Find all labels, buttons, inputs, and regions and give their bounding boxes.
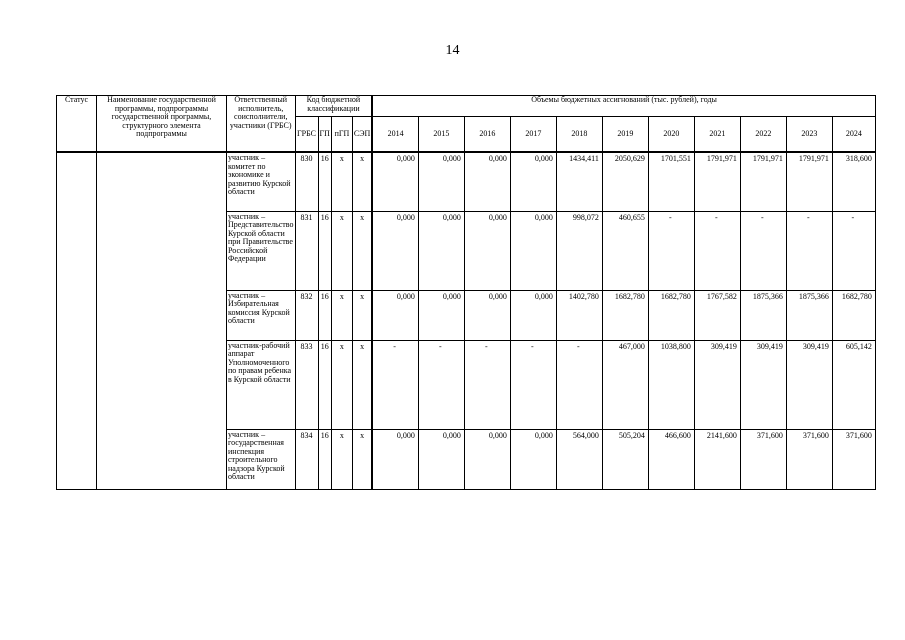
year-value-cell: 0,000 — [464, 429, 510, 489]
header-grbs: ГРБС — [295, 117, 318, 153]
year-value-cell: 309,419 — [786, 340, 832, 429]
year-value-cell: 2050,629 — [602, 152, 648, 211]
year-value-cell: 1682,780 — [832, 290, 875, 340]
executor-cell: участник-рабочий аппарат Уполномоченного по правам ребенка в Курской области — [227, 340, 296, 429]
status-cell — [57, 152, 97, 489]
sep-cell: х — [352, 340, 372, 429]
header-year: 2016 — [464, 117, 510, 153]
header-sep: СЭП — [352, 117, 372, 153]
header-name: Наименование государственной программы, подпрограммы государственной программы, структурного элемента подпрограммы — [97, 96, 227, 153]
year-value-cell: 0,000 — [510, 211, 556, 290]
gp-cell: 16 — [318, 152, 331, 211]
year-value-cell: - — [418, 340, 464, 429]
year-value-cell: 1791,971 — [694, 152, 740, 211]
year-value-cell: 1682,780 — [602, 290, 648, 340]
pgp-cell: х — [331, 290, 352, 340]
year-value-cell: 564,000 — [556, 429, 602, 489]
year-value-cell: - — [832, 211, 875, 290]
grbs-cell: 834 — [295, 429, 318, 489]
year-value-cell: 0,000 — [418, 152, 464, 211]
executor-cell: участник – Представительство Курской области при Правительстве Российской Федерации — [227, 211, 296, 290]
year-value-cell: - — [556, 340, 602, 429]
year-value-cell: 0,000 — [464, 290, 510, 340]
grbs-cell: 831 — [295, 211, 318, 290]
year-value-cell: 0,000 — [418, 429, 464, 489]
gp-cell: 16 — [318, 429, 331, 489]
executor-cell: участник – Избирательная комиссия Курской области — [227, 290, 296, 340]
year-value-cell: 1682,780 — [648, 290, 694, 340]
header-status: Статус — [57, 96, 97, 153]
pgp-cell: х — [331, 211, 352, 290]
year-value-cell: - — [740, 211, 786, 290]
header-year: 2021 — [694, 117, 740, 153]
year-value-cell: - — [510, 340, 556, 429]
year-value-cell: - — [786, 211, 832, 290]
header-executor: Ответственный исполнитель, соисполнители, участники (ГРБС) — [227, 96, 296, 153]
year-value-cell: 605,142 — [832, 340, 875, 429]
budget-allocation-table — [56, 95, 876, 490]
year-value-cell: 309,419 — [694, 340, 740, 429]
header-year: 2022 — [740, 117, 786, 153]
year-value-cell: 1038,800 — [648, 340, 694, 429]
gp-cell: 16 — [318, 340, 331, 429]
year-value-cell: 1791,971 — [740, 152, 786, 211]
year-value-cell: 1875,366 — [740, 290, 786, 340]
header-year: 2018 — [556, 117, 602, 153]
year-value-cell: 1434,411 — [556, 152, 602, 211]
pgp-cell: х — [331, 429, 352, 489]
grbs-cell: 832 — [295, 290, 318, 340]
year-value-cell: 371,600 — [740, 429, 786, 489]
year-value-cell: 0,000 — [372, 211, 418, 290]
executor-cell: участник – комитет по экономике и развитию Курской области — [227, 152, 296, 211]
year-value-cell: - — [372, 340, 418, 429]
year-value-cell: - — [464, 340, 510, 429]
grbs-cell: 833 — [295, 340, 318, 429]
year-value-cell: 1791,971 — [786, 152, 832, 211]
year-value-cell: 0,000 — [418, 290, 464, 340]
header-year: 2019 — [602, 117, 648, 153]
gp-cell: 16 — [318, 211, 331, 290]
header-year: 2015 — [418, 117, 464, 153]
page-number: 14 — [445, 43, 460, 58]
year-value-cell: 0,000 — [464, 152, 510, 211]
year-value-cell: 1767,582 — [694, 290, 740, 340]
year-value-cell: 1701,551 — [648, 152, 694, 211]
pgp-cell: х — [331, 152, 352, 211]
year-value-cell: 0,000 — [510, 429, 556, 489]
gp-cell: 16 — [318, 290, 331, 340]
year-value-cell: - — [694, 211, 740, 290]
table-row — [57, 152, 876, 211]
year-value-cell: 1402,780 — [556, 290, 602, 340]
year-value-cell: 0,000 — [510, 152, 556, 211]
year-value-cell: 2141,600 — [694, 429, 740, 489]
header-volumes-group: Объемы бюджетных ассигнований (тыс. рублей), годы — [372, 96, 875, 117]
header-year: 2024 — [832, 117, 875, 153]
header-year: 2014 — [372, 117, 418, 153]
year-value-cell: - — [648, 211, 694, 290]
year-value-cell: 0,000 — [510, 290, 556, 340]
header-year: 2020 — [648, 117, 694, 153]
header-year: 2017 — [510, 117, 556, 153]
year-value-cell: 466,600 — [648, 429, 694, 489]
year-value-cell: 0,000 — [464, 211, 510, 290]
year-value-cell: 318,600 — [832, 152, 875, 211]
year-value-cell: 371,600 — [786, 429, 832, 489]
grbs-cell: 830 — [295, 152, 318, 211]
program-name-cell — [97, 152, 227, 489]
year-value-cell: 371,600 — [832, 429, 875, 489]
year-value-cell: 505,204 — [602, 429, 648, 489]
pgp-cell: х — [331, 340, 352, 429]
executor-cell: участник – государственная инспекция строительного надзора Курской области — [227, 429, 296, 489]
header-pgp: пГП — [331, 117, 352, 153]
year-value-cell: 1875,366 — [786, 290, 832, 340]
year-value-cell: 0,000 — [372, 290, 418, 340]
sep-cell: х — [352, 290, 372, 340]
sep-cell: х — [352, 152, 372, 211]
header-gp: ГП — [318, 117, 331, 153]
year-value-cell: 0,000 — [372, 429, 418, 489]
year-value-cell: 460,655 — [602, 211, 648, 290]
header-year: 2023 — [786, 117, 832, 153]
year-value-cell: 998,072 — [556, 211, 602, 290]
sep-cell: х — [352, 429, 372, 489]
year-value-cell: 309,419 — [740, 340, 786, 429]
year-value-cell: 467,000 — [602, 340, 648, 429]
year-value-cell: 0,000 — [372, 152, 418, 211]
sep-cell: х — [352, 211, 372, 290]
year-value-cell: 0,000 — [418, 211, 464, 290]
header-code-group: Код бюджетной классификации — [295, 96, 372, 117]
